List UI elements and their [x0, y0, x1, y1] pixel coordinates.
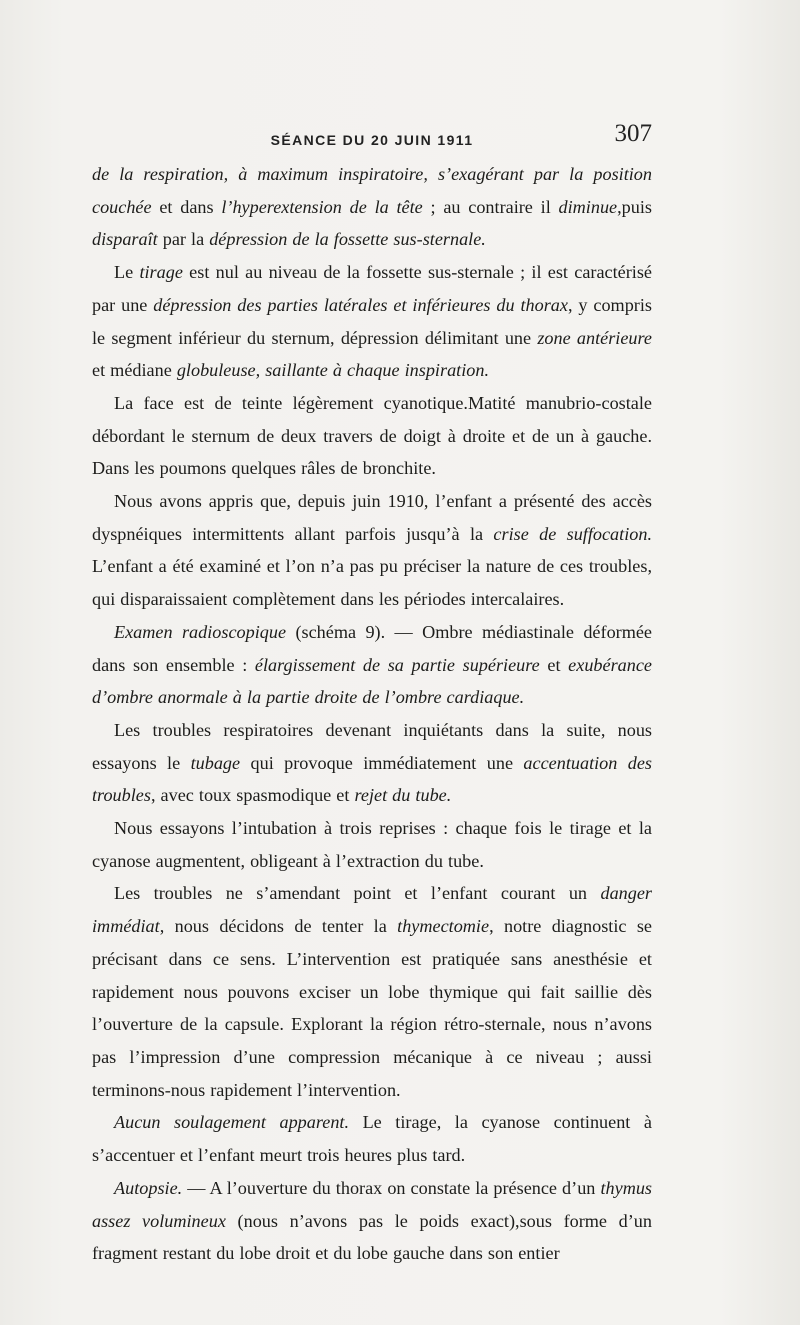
paragraph-outcome — [92, 1106, 652, 1171]
text-segment: , y compris le segment inférieur du sternum, dépression délimitant une — [92, 294, 652, 348]
italic-text-segment: rejet du tube. — [354, 785, 452, 806]
paragraph-radioscopy — [92, 616, 652, 714]
paragraph-respiration — [92, 158, 652, 256]
text-segment: Nous avons appris que, depuis juin 1910, l’enfant a présenté des accès dyspnéiques intermittents allant parfois jusqu’à la — [92, 491, 652, 544]
text-segment: La face est de teinte légèrement cyanotique.Matité manubrio-costale débordant le sternum de deux travers de doigt à droite et de un à gauche. Dans les poumons quelques râles de bronchite. — [92, 392, 652, 479]
italic-text-segment: exubérance d’ombre anormale à la partie droite de l’ombre cardiaque. — [92, 654, 652, 708]
text-segment: (nous n’avons pas le poids exact),sous forme d’un fragment restant du lobe droit et du lobe gauche dans son entier — [92, 1210, 652, 1264]
paragraph-history — [92, 485, 652, 616]
italic-text-segment: zone antérieure — [537, 327, 652, 348]
italic-text-segment: diminue — [558, 196, 618, 217]
italic-text-segment: globuleuse, saillante à chaque inspiration. — [176, 360, 490, 381]
paragraph-autopsy — [92, 1172, 652, 1270]
text-segment: — A l’ouverture du thorax on constate la présence d’un — [182, 1177, 601, 1198]
paragraph-intubation — [92, 812, 652, 877]
paragraph-thymectomy — [92, 877, 652, 1106]
text-segment: et dans — [151, 196, 222, 217]
page-header — [92, 120, 652, 154]
text-segment: ; au contraire il — [422, 196, 559, 217]
italic-text-segment: élargissement de sa partie supérieure — [254, 654, 540, 675]
text-segment: Le tirage, la cyanose continuent à s’accentuer et l’enfant meurt trois heures plus tard. — [92, 1112, 652, 1166]
italic-text-segment: accentuation des troubles — [92, 752, 653, 806]
text-segment: ,puis — [617, 196, 652, 217]
italic-text-segment: thymectomie — [397, 916, 490, 937]
paragraph-tirage — [92, 256, 652, 387]
italic-text-segment: dépression de la fossette sus-sternale. — [209, 229, 486, 250]
italic-text-segment: thymus assez volumineux — [92, 1177, 652, 1231]
paragraph-face — [92, 387, 652, 485]
text-segment: Nous essayons l’intubation à trois reprises : chaque fois le tirage et la cyanose augmentent, obligeant à l’extraction du tube. — [92, 818, 652, 871]
text-segment: Les troubles respiratoires devenant inquiétants dans la suite, nous essayons le — [92, 719, 652, 773]
text-segment: , nous décidons de tenter la — [159, 916, 398, 937]
italic-text-segment: tirage — [139, 262, 183, 283]
text-segment: , avec toux spasmodique et — [150, 785, 355, 806]
italic-text-segment: tubage — [190, 752, 241, 773]
text-segment: qui provoque immédiatement une — [240, 752, 524, 773]
italic-text-segment: disparaît — [92, 229, 158, 250]
italic-text-segment: l’hyperextension de la tête — [221, 196, 423, 217]
paragraph-tubage — [92, 714, 652, 812]
text-segment: (schéma 9). — Ombre médiastinale déformée dans son ensemble : — [92, 621, 653, 675]
italic-text-segment: de la respiration, à maximum inspiratoire, s’exagérant par la position couchée — [92, 164, 652, 217]
text-segment: et — [539, 654, 569, 675]
text-segment: L’enfant a été examiné et l’on n’a pas pu préciser la nature de ces troubles, qui disparaissaient complètement dans les périodes intercalaires. — [92, 556, 652, 610]
italic-text-segment: Aucun soulagement apparent. — [114, 1112, 350, 1133]
page-number: 307 — [614, 120, 652, 147]
italic-text-segment: danger immédiat — [92, 883, 652, 937]
italic-text-segment: Autopsie. — [114, 1177, 183, 1198]
running-title: SÉANCE DU 20 JUIN 1911 — [270, 132, 474, 148]
text-segment: Le — [114, 262, 140, 283]
italic-text-segment: crise de suffocation. — [493, 523, 652, 544]
italic-text-segment: Examen radioscopique — [114, 621, 287, 642]
text-segment: Les troubles ne s’amendant point et l’enfant courant un — [114, 883, 601, 904]
text-segment: par la — [157, 229, 210, 250]
text-segment: et médiane — [92, 360, 177, 381]
text-segment: , notre diagnostic se précisant dans ce sens. L’intervention est pratiquée sans anesthésie et rapidement nous pouvons exciser un lobe thymique qui fait saillie dès l’ouverture de la capsule. Explorant la région rétro-sternale, nous n’avons pas l’impression d’une compression mécanique à ce niveau ; aussi terminons-nous rapidement l’intervention. — [92, 916, 652, 1100]
text-segment: est nul au niveau de la fossette sus-sternale ; il est caractérisé par une — [92, 262, 652, 315]
body-text — [92, 158, 652, 1270]
italic-text-segment: dépression des parties latérales et inférieures du thorax — [153, 294, 568, 315]
